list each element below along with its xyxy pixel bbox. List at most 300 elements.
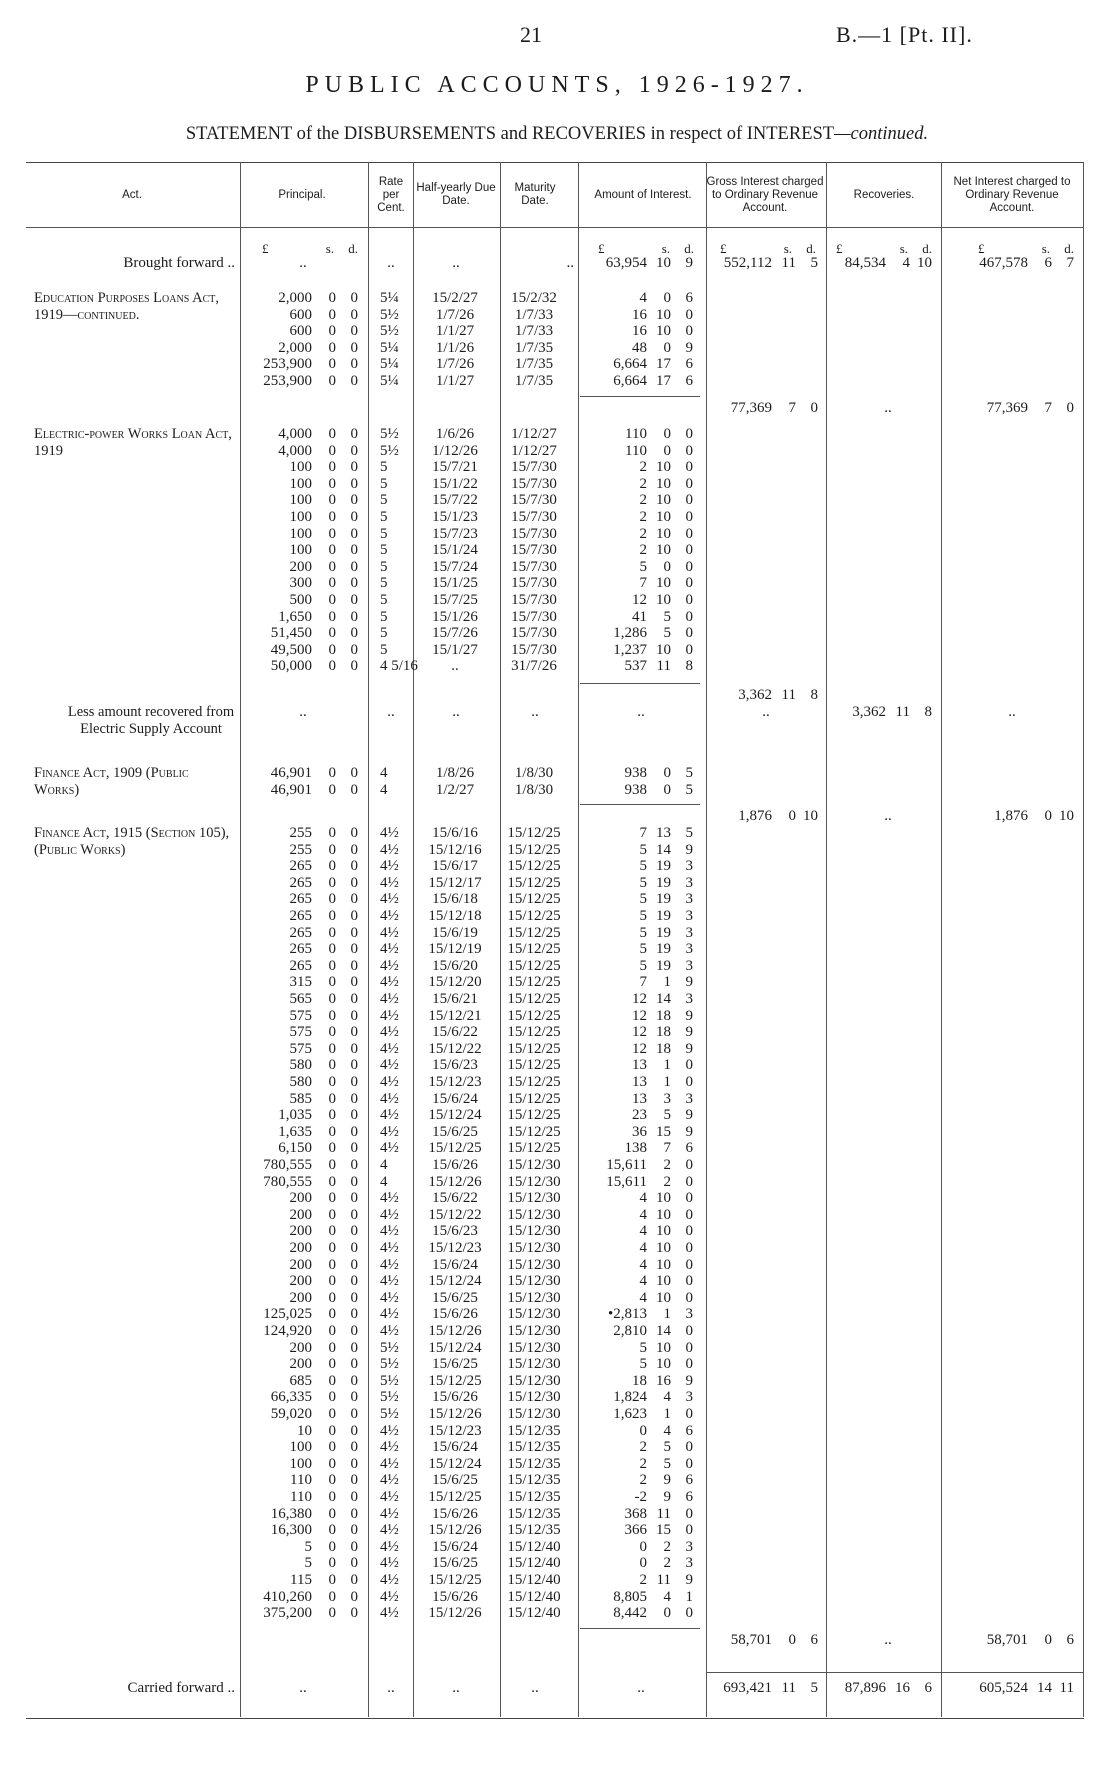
column-rule <box>1083 162 1084 1717</box>
interest-amount-cell: 4 10 0 <box>639 1240 693 1256</box>
principal-cell: 265 0 0 <box>289 858 358 875</box>
half-yearly-date-cell: 15/2/27 <box>432 290 478 306</box>
placeholder-dots: .. <box>531 1680 539 1696</box>
maturity-date-cell: 15/12/25 <box>507 891 561 908</box>
interest-amount-cell: 13 3 3 <box>632 1090 693 1107</box>
interest-amount-cell: 18 16 9 <box>632 1372 693 1389</box>
half-yearly-date-cell: 15/1/26 <box>432 608 478 625</box>
total-rule <box>580 1628 700 1629</box>
principal-cell: 315 0 0 <box>289 974 358 991</box>
rate-cell: 5¼ <box>380 356 399 373</box>
rate-cell: 5 <box>380 641 388 658</box>
maturity-date-cell: 15/12/30 <box>507 1190 561 1207</box>
section-gross-total: 3,362 11 8 <box>738 687 818 703</box>
col-header-maturity: Maturity Date. <box>514 182 556 207</box>
interest-amount-cell: 2 11 9 <box>639 1572 693 1588</box>
maturity-date-cell: 15/7/30 <box>511 575 557 592</box>
maturity-date-cell: 1/7/33 <box>514 323 554 340</box>
rate-cell: 4½ <box>380 1123 399 1140</box>
interest-amount-cell: 15,611 2 0 <box>606 1157 693 1173</box>
interest-amount-cell: 110 0 0 <box>625 442 693 459</box>
half-yearly-date-cell: 15/7/23 <box>432 525 478 542</box>
interest-amount-cell: 537 11 8 <box>624 658 693 675</box>
interest-amount-cell: 7 10 0 <box>639 575 693 592</box>
half-yearly-date-cell: 15/12/26 <box>428 1406 482 1422</box>
principal-cell: 200 0 0 <box>289 1190 358 1207</box>
interest-amount-cell: 5 14 9 <box>639 841 693 858</box>
principal-cell: 575 0 0 <box>289 1024 358 1041</box>
principal-cell: 100 0 0 <box>289 509 358 525</box>
rate-cell: 4½ <box>380 1040 399 1057</box>
half-yearly-date-cell: 15/12/25 <box>428 1489 482 1505</box>
maturity-date-cell: 1/8/30 <box>514 781 554 798</box>
interest-amount-cell: 5 19 3 <box>639 941 693 958</box>
half-yearly-date-cell: 1/1/27 <box>435 323 475 340</box>
interest-amount-cell: 1,237 10 0 <box>613 641 693 658</box>
maturity-date-cell: 15/12/30 <box>507 1223 561 1240</box>
principal-cell: 124,920 0 0 <box>263 1323 358 1339</box>
half-yearly-date-cell: 15/6/19 <box>432 924 478 941</box>
principal-cell: 600 0 0 <box>289 323 358 340</box>
col-header-amount: Amount of Interest. <box>594 188 692 201</box>
act-name: Education Purposes Loans Act, 1919—continued. <box>34 290 219 323</box>
principal-cell: 46,901 0 0 <box>270 765 358 781</box>
rate-cell: 4½ <box>380 1256 399 1273</box>
placeholder-dots: .. <box>452 704 460 720</box>
header-rule <box>26 227 1084 228</box>
column-rule <box>826 162 827 1717</box>
rate-cell: 5 <box>380 575 388 592</box>
rate-cell: 4½ <box>380 908 399 924</box>
interest-amount-cell: 2 9 6 <box>639 1472 693 1489</box>
column-rule <box>941 162 942 1717</box>
interest-amount-cell: 7 13 5 <box>639 825 693 841</box>
maturity-date-cell: 15/7/30 <box>511 625 557 642</box>
half-yearly-date-cell: 15/7/26 <box>432 625 478 642</box>
half-yearly-date-cell: 15/12/26 <box>428 1605 482 1622</box>
half-yearly-date-cell: 15/6/24 <box>432 1256 478 1273</box>
interest-amount-cell: 138 7 6 <box>624 1140 693 1157</box>
rate-cell: 5¼ <box>380 339 399 356</box>
half-yearly-date-cell: 15/6/23 <box>432 1057 478 1074</box>
rate-cell: 4½ <box>380 891 399 908</box>
interest-amount-cell: 16 10 0 <box>632 323 693 340</box>
maturity-date-cell: 1/8/30 <box>514 765 554 781</box>
interest-amount-cell: 16 10 0 <box>632 306 693 323</box>
half-yearly-date-cell: 15/12/16 <box>428 841 482 858</box>
placeholder-dots: .. <box>387 1680 395 1696</box>
principal-cell: 125,025 0 0 <box>263 1306 358 1323</box>
interest-amount-cell: 13 1 0 <box>632 1057 693 1074</box>
rate-cell: 5 <box>380 592 388 608</box>
half-yearly-date-cell: 15/12/19 <box>428 941 482 958</box>
statement-subtitle <box>0 124 1114 145</box>
col-header-gross: Gross Interest charged to Ordinary Revenue Account. <box>706 175 824 214</box>
carried-forward-gross: 693,421 11 5 <box>723 1680 818 1696</box>
principal-cell: 265 0 0 <box>289 957 358 974</box>
principal-cell: 5 0 0 <box>304 1555 358 1572</box>
maturity-date-cell: 15/12/40 <box>507 1588 561 1605</box>
rate-cell: 4½ <box>380 1538 399 1555</box>
interest-amount-cell: 13 1 0 <box>632 1074 693 1090</box>
rate-cell: 4½ <box>380 874 399 891</box>
half-yearly-date-cell: 15/6/24 <box>432 1439 478 1456</box>
half-yearly-date-cell: 15/6/22 <box>432 1024 478 1041</box>
brought-forward-label: Brought forward .. <box>123 255 235 271</box>
principal-cell: 46,901 0 0 <box>270 781 358 798</box>
principal-cell: 255 0 0 <box>289 841 358 858</box>
maturity-date-cell: 15/7/30 <box>511 592 557 608</box>
maturity-date-cell: 15/12/30 <box>507 1289 561 1306</box>
interest-amount-cell: 0 2 3 <box>639 1555 693 1572</box>
rate-cell: 5 <box>380 558 388 575</box>
rate-cell: 5½ <box>380 1372 399 1389</box>
principal-cell: 265 0 0 <box>289 924 358 941</box>
interest-amount-cell: -2 9 6 <box>634 1489 693 1505</box>
maturity-date-cell: 15/12/25 <box>507 1123 561 1140</box>
principal-cell: 6,150 0 0 <box>278 1140 358 1157</box>
interest-amount-cell: 5 10 0 <box>639 1356 693 1373</box>
maturity-date-cell: 15/7/30 <box>511 608 557 625</box>
col-header-net: Net Interest charged to Ordinary Revenue Account. <box>953 175 1071 214</box>
rate-cell: 4½ <box>380 1323 399 1339</box>
maturity-date-cell: 15/7/30 <box>511 492 557 509</box>
half-yearly-date-cell: 15/7/22 <box>432 492 478 509</box>
rate-cell: 4½ <box>380 1489 399 1505</box>
principal-cell: 200 0 0 <box>289 1273 358 1290</box>
rate-cell: 5 <box>380 509 388 525</box>
maturity-date-cell: 15/12/30 <box>507 1173 561 1190</box>
interest-amount-cell: 6,664 17 6 <box>613 356 693 373</box>
half-yearly-date-cell: 1/6/26 <box>435 426 475 442</box>
rate-cell: 4 <box>380 765 388 781</box>
carried-forward-net: 605,524 14 11 <box>979 1680 1074 1696</box>
rate-cell: 5½ <box>380 1356 399 1373</box>
principal-cell: 200 0 0 <box>289 1223 358 1240</box>
half-yearly-date-cell: 15/6/23 <box>432 1223 478 1240</box>
maturity-date-cell: 15/7/30 <box>511 641 557 658</box>
maturity-date-cell: 1/7/35 <box>514 356 554 373</box>
half-yearly-date-cell: 15/12/21 <box>428 1007 482 1024</box>
maturity-date-cell: 15/12/35 <box>507 1455 561 1472</box>
principal-cell: 255 0 0 <box>289 825 358 841</box>
half-yearly-date-cell: 15/12/24 <box>428 1273 482 1290</box>
rate-cell: 4 <box>380 781 388 798</box>
act-name: Less amount recovered from Electric Supply Account <box>67 704 235 737</box>
principal-cell: 500 0 0 <box>289 592 358 608</box>
principal-cell: 4,000 0 0 <box>278 442 358 459</box>
interest-amount-cell: 4 10 0 <box>639 1206 693 1223</box>
interest-amount-cell: 12 14 3 <box>632 991 693 1007</box>
principal-cell: 100 0 0 <box>289 542 358 559</box>
rate-cell: 5½ <box>380 306 399 323</box>
principal-cell: 585 0 0 <box>289 1090 358 1107</box>
interest-amount-cell: 6,664 17 6 <box>613 373 693 389</box>
section-net-total: .. <box>1008 704 1016 720</box>
half-yearly-date-cell: 15/6/24 <box>432 1090 478 1107</box>
rate-cell: 5½ <box>380 442 399 459</box>
principal-cell: 565 0 0 <box>289 991 358 1007</box>
act-name: Electric-power Works Loan Act, 1919 <box>34 426 232 459</box>
maturity-date-cell: 1/7/35 <box>514 373 554 389</box>
maturity-date-cell: 15/12/25 <box>507 924 561 941</box>
interest-amount-cell: 1,286 5 0 <box>613 625 693 642</box>
rate-cell: 4½ <box>380 1190 399 1207</box>
carried-forward-label: Carried forward .. <box>127 1680 235 1696</box>
half-yearly-date-cell: 15/6/25 <box>432 1472 478 1489</box>
maturity-date-cell: 15/12/30 <box>507 1356 561 1373</box>
rate-cell: 5½ <box>380 323 399 340</box>
interest-amount-cell: 5 19 3 <box>639 874 693 891</box>
rate-cell: 4½ <box>380 1605 399 1622</box>
rate-cell: 4½ <box>380 1240 399 1256</box>
half-yearly-date-cell: 15/12/24 <box>428 1455 482 1472</box>
total-rule <box>580 804 700 805</box>
maturity-date-cell: 15/12/30 <box>507 1273 561 1290</box>
maturity-date-cell: 15/12/25 <box>507 1140 561 1157</box>
maturity-date-cell: 15/7/30 <box>511 475 557 492</box>
principal-cell: 1,650 0 0 <box>278 608 358 625</box>
maturity-date-cell: 15/2/32 <box>511 290 557 306</box>
half-yearly-date-cell: 1/12/26 <box>432 442 478 459</box>
maturity-date-cell: 15/12/35 <box>507 1439 561 1456</box>
interest-amount-cell: 1,824 4 3 <box>613 1389 693 1406</box>
principal-cell: 200 0 0 <box>289 1356 358 1373</box>
principal-cell: 200 0 0 <box>289 1256 358 1273</box>
document-reference: B.—1 [Pt. II]. <box>836 22 973 47</box>
placeholder-dots: .. <box>299 255 307 271</box>
half-yearly-date-cell: 15/6/26 <box>432 1306 478 1323</box>
principal-cell: 200 0 0 <box>289 1339 358 1356</box>
half-yearly-date-cell: 15/6/25 <box>432 1289 478 1306</box>
maturity-date-cell: 15/12/40 <box>507 1538 561 1555</box>
interest-amount-cell: 12 18 9 <box>632 1024 693 1041</box>
placeholder-dots: .. <box>299 704 307 720</box>
placeholder-dots: .. <box>566 255 574 271</box>
interest-amount-cell: 5 10 0 <box>639 1339 693 1356</box>
half-yearly-date-cell: 1/1/27 <box>435 373 475 389</box>
interest-amount-cell: 5 19 3 <box>639 908 693 924</box>
rate-cell: 4½ <box>380 941 399 958</box>
interest-amount-cell: 8,805 4 1 <box>613 1588 693 1605</box>
half-yearly-date-cell: 15/6/26 <box>432 1157 478 1173</box>
rate-cell: 4½ <box>380 1206 399 1223</box>
interest-amount-cell: 2,810 14 0 <box>613 1323 693 1339</box>
maturity-date-cell: 15/12/40 <box>507 1572 561 1588</box>
placeholder-dots: .. <box>531 704 539 720</box>
total-rule <box>706 1672 1084 1673</box>
interest-amount-cell: 12 18 9 <box>632 1007 693 1024</box>
half-yearly-date-cell: 15/7/24 <box>432 558 478 575</box>
currency-units-label: £ s. d. <box>836 241 932 256</box>
principal-cell: 265 0 0 <box>289 891 358 908</box>
half-yearly-date-cell: 15/6/22 <box>432 1190 478 1207</box>
principal-cell: 16,380 0 0 <box>270 1505 358 1522</box>
interest-amount-cell: 2 10 0 <box>639 492 693 509</box>
rate-cell: 5¼ <box>380 290 399 306</box>
interest-amount-cell: 7 1 9 <box>639 974 693 991</box>
maturity-date-cell: 15/12/25 <box>507 1090 561 1107</box>
maturity-date-cell: 15/12/35 <box>507 1522 561 1539</box>
maturity-date-cell: 15/12/25 <box>507 1057 561 1074</box>
rate-cell: 4½ <box>380 1107 399 1124</box>
placeholder-dots: .. <box>387 255 395 271</box>
interest-amount-cell: 23 5 9 <box>632 1107 693 1124</box>
rate-cell: 4½ <box>380 1472 399 1489</box>
interest-amount-cell: 938 0 5 <box>624 765 693 781</box>
maturity-date-cell: 15/12/25 <box>507 841 561 858</box>
interest-amount-cell: 2 5 0 <box>639 1439 693 1456</box>
rate-cell: 4½ <box>380 957 399 974</box>
rate-cell: 5 <box>380 608 388 625</box>
maturity-date-cell: 15/12/35 <box>507 1505 561 1522</box>
interest-amount-cell: 12 10 0 <box>632 592 693 608</box>
maturity-date-cell: 1/12/27 <box>511 442 557 459</box>
maturity-date-cell: 1/7/33 <box>514 306 554 323</box>
section-gross-total: .. <box>762 704 770 720</box>
maturity-date-cell: 15/12/25 <box>507 825 561 841</box>
interest-amount-cell: 0 2 3 <box>639 1538 693 1555</box>
rate-cell: 4½ <box>380 1057 399 1074</box>
maturity-date-cell: 15/7/30 <box>511 509 557 525</box>
principal-cell: 200 0 0 <box>289 1240 358 1256</box>
maturity-date-cell: 15/12/25 <box>507 957 561 974</box>
maturity-date-cell: 15/12/30 <box>507 1372 561 1389</box>
rate-cell: 4½ <box>380 858 399 875</box>
interest-amount-cell: 5 0 0 <box>639 558 693 575</box>
maturity-date-cell: 15/12/25 <box>507 941 561 958</box>
interest-amount-cell: 5 19 3 <box>639 891 693 908</box>
interest-amount-cell: 2 5 0 <box>639 1455 693 1472</box>
rate-cell: 5 <box>380 475 388 492</box>
principal-cell: 66,335 0 0 <box>270 1389 358 1406</box>
section-gross-total: 58,701 0 6 <box>730 1631 818 1648</box>
maturity-date-cell: 15/12/40 <box>507 1605 561 1622</box>
rate-cell: 5½ <box>380 1339 399 1356</box>
rate-cell: 5 <box>380 492 388 509</box>
maturity-date-cell: 15/12/25 <box>507 908 561 924</box>
placeholder-dots: .. <box>637 704 645 720</box>
total-rule <box>580 396 700 397</box>
column-rule <box>368 162 369 1717</box>
rate-cell: 4½ <box>380 1588 399 1605</box>
half-yearly-date-cell: 15/12/17 <box>428 874 482 891</box>
rate-cell: 4½ <box>380 825 399 841</box>
interest-amount-cell: 41 5 0 <box>632 608 693 625</box>
half-yearly-date-cell: 15/6/20 <box>432 957 478 974</box>
maturity-date-cell: 15/12/25 <box>507 1107 561 1124</box>
principal-cell: 2,000 0 0 <box>278 290 358 306</box>
half-yearly-date-cell: 15/12/25 <box>428 1140 482 1157</box>
half-yearly-date-cell: 15/12/26 <box>428 1522 482 1539</box>
principal-cell: 4,000 0 0 <box>278 426 358 442</box>
section-recoveries-total: .. <box>884 399 892 416</box>
rate-cell: 5½ <box>380 1406 399 1422</box>
half-yearly-date-cell: 1/2/27 <box>435 781 475 798</box>
principal-cell: 110 0 0 <box>290 1489 358 1505</box>
placeholder-dots: .. <box>452 255 460 271</box>
carried-forward-recoveries: 87,896 16 6 <box>844 1680 932 1696</box>
half-yearly-date-cell: 15/7/25 <box>432 592 478 608</box>
total-rule <box>580 683 700 684</box>
brought-forward-amount: 63,954 10 9 <box>605 255 693 271</box>
maturity-date-cell: 15/12/35 <box>507 1472 561 1489</box>
interest-amount-cell: •2,813 1 3 <box>607 1306 693 1323</box>
rate-cell: 4½ <box>380 991 399 1007</box>
half-yearly-date-cell: 15/6/21 <box>432 991 478 1007</box>
maturity-date-cell: 15/12/30 <box>507 1256 561 1273</box>
principal-cell: 1,035 0 0 <box>278 1107 358 1124</box>
principal-cell: 265 0 0 <box>289 908 358 924</box>
principal-cell: 780,555 0 0 <box>263 1173 358 1190</box>
rate-cell: 4½ <box>380 1455 399 1472</box>
rate-cell: 4½ <box>380 1439 399 1456</box>
principal-cell: 5 0 0 <box>304 1538 358 1555</box>
placeholder-dots: .. <box>387 704 395 720</box>
interest-amount-cell: 2 10 0 <box>639 542 693 559</box>
interest-amount-cell: 36 15 9 <box>632 1123 693 1140</box>
page-number: 21 <box>520 22 542 47</box>
rate-cell: 4½ <box>380 1090 399 1107</box>
rate-cell: 4½ <box>380 974 399 991</box>
col-header-recoveries: Recoveries. <box>853 188 915 201</box>
half-yearly-date-cell: 15/12/23 <box>428 1240 482 1256</box>
maturity-date-cell: 15/12/25 <box>507 1024 561 1041</box>
half-yearly-date-cell: 15/12/25 <box>428 1372 482 1389</box>
interest-amount-cell: 4 10 0 <box>639 1256 693 1273</box>
brought-forward-gross: 552,112 11 5 <box>723 255 818 271</box>
half-yearly-date-cell: 15/12/26 <box>428 1323 482 1339</box>
maturity-date-cell: 15/7/30 <box>511 558 557 575</box>
maturity-date-cell: 15/12/25 <box>507 1007 561 1024</box>
half-yearly-date-cell: 1/1/26 <box>435 339 475 356</box>
rate-cell: 5¼ <box>380 373 399 389</box>
section-recoveries-total: 3,362 11 8 <box>852 704 932 720</box>
half-yearly-date-cell: 15/1/23 <box>432 509 478 525</box>
principal-cell: 110 0 0 <box>290 1472 358 1489</box>
maturity-date-cell: 15/12/30 <box>507 1406 561 1422</box>
rate-cell: 5 <box>380 525 388 542</box>
rate-cell: 4½ <box>380 1074 399 1090</box>
half-yearly-date-cell: 15/12/20 <box>428 974 482 991</box>
brought-forward-net: 467,578 6 7 <box>979 255 1074 271</box>
half-yearly-date-cell: 15/12/23 <box>428 1422 482 1439</box>
rate-cell: 5 <box>380 459 388 476</box>
section-net-total: 77,369 7 0 <box>986 399 1074 416</box>
section-net-total: 58,701 0 6 <box>986 1631 1074 1648</box>
interest-amount-cell: 2 10 0 <box>639 459 693 476</box>
maturity-date-cell: 15/12/25 <box>507 974 561 991</box>
half-yearly-date-cell: 15/12/18 <box>428 908 482 924</box>
half-yearly-date-cell: 15/12/23 <box>428 1074 482 1090</box>
section-recoveries-total: .. <box>884 808 892 825</box>
half-yearly-date-cell: .. <box>451 658 459 675</box>
rate-cell: 4½ <box>380 1273 399 1290</box>
half-yearly-date-cell: 15/6/18 <box>432 891 478 908</box>
principal-cell: 580 0 0 <box>289 1074 358 1090</box>
principal-cell: 115 0 0 <box>290 1572 358 1588</box>
half-yearly-date-cell: 15/6/25 <box>432 1123 478 1140</box>
principal-cell: 300 0 0 <box>289 575 358 592</box>
rate-cell: 4 5/16 <box>380 658 418 675</box>
principal-cell: 16,300 0 0 <box>270 1522 358 1539</box>
interest-amount-cell: 2 10 0 <box>639 475 693 492</box>
maturity-date-cell: 15/12/25 <box>507 991 561 1007</box>
half-yearly-date-cell: 15/6/24 <box>432 1538 478 1555</box>
half-yearly-date-cell: 15/6/25 <box>432 1356 478 1373</box>
principal-cell: 200 0 0 <box>289 1289 358 1306</box>
col-header-rate: Rate per Cent. <box>377 175 405 214</box>
